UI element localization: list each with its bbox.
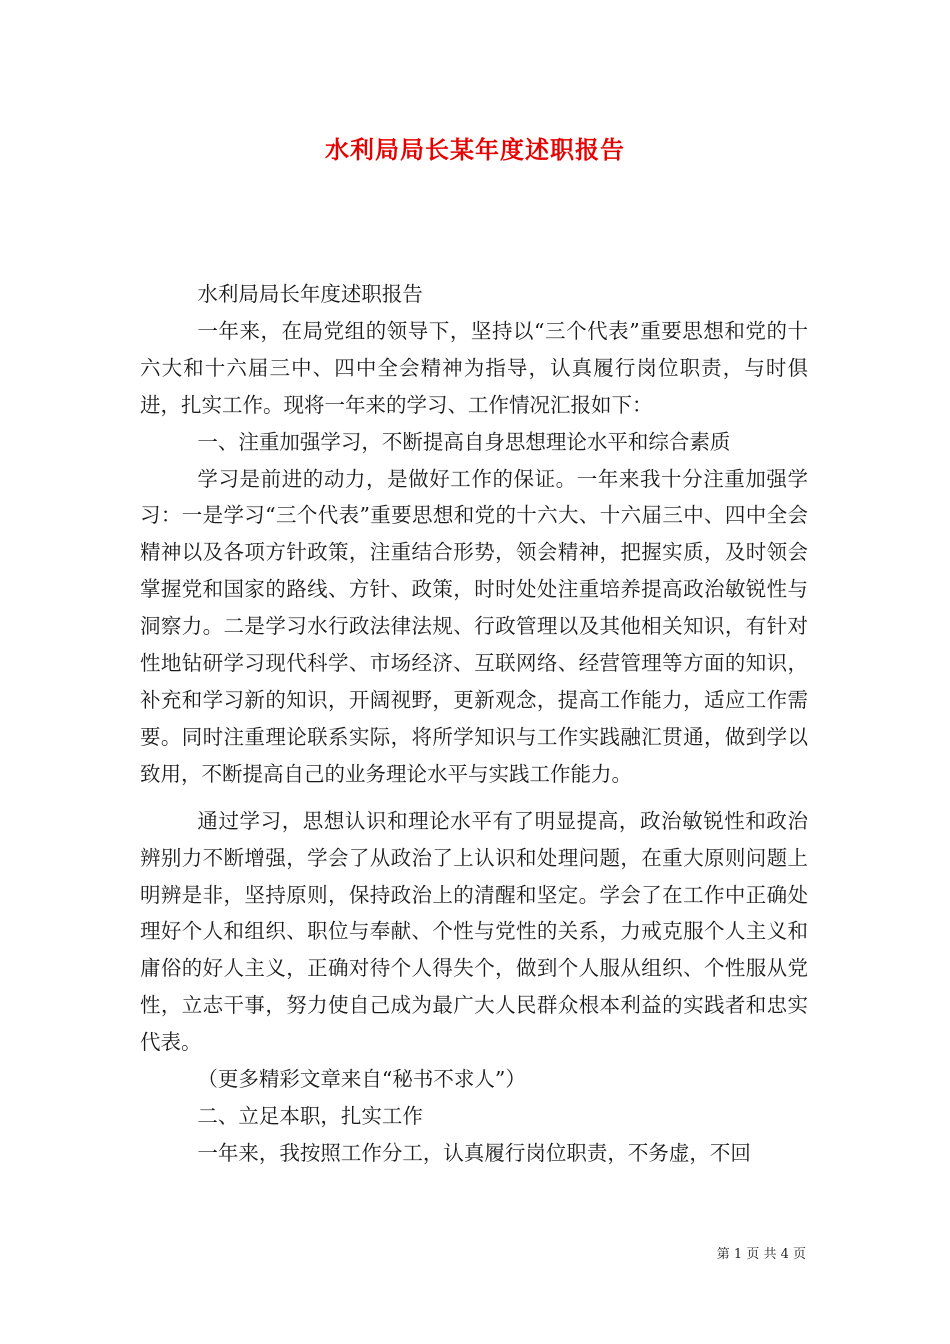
paragraph-study: 学习是前进的动力，是做好工作的保证。一年来我十分注重加强学习：一是学习“三个代表”重要思想和党的十六大、十六届三中、四中全会精神以及各项方针政策，注重结合形势，领会精神，把握实质，及时领会掌握党和国家的路线、方针、政策，时时处处注重培养提高政治敏锐性与洞察力。二是学习水行政法律法规、行政管理以及其他相关知识，有针对性地钻研学习现代科学、市场经济、互联网络、经营管理等方面的知识，补充和学习新的知识，开阔视野，更新观念，提高工作能力，适应工作需要。同时注重理论联系实际，将所学知识与工作实践融汇贯通，做到学以致用，不断提高自己的业务理论水平与实践工作能力。 bbox=[140, 466, 808, 786]
paragraph-results: 通过学习，思想认识和理论水平有了明显提高，政治敏锐性和政治辨别力不断增强，学会了从政治了上认识和处理问题，在重大原则问题上明辨是非，坚持原则，保持政治上的清醒和坚定。学会了在工作中正确处理好个人和组织、职位与奉献、个性与党性的关系，力戒克服个人主义和庸俗的好人主义，正确对待个人得失个，做到个人服从组织、个性服从党性，立志干事，努力使自己成为最广大人民群众根本利益的实践者和忠实代表。 bbox=[140, 808, 808, 1055]
paragraph-intro: 一年来，在局党组的领导下，坚持以“三个代表”重要思想和党的十六大和十六届三中、四中全会精神为指导，认真履行岗位职责，与时俱进，扎实工作。现将一年来的学习、工作情况汇报如下： bbox=[140, 318, 808, 417]
document-title: 水利局局长某年度述职报告 bbox=[325, 135, 625, 164]
paragraph-work: 一年来，我按照工作分工，认真履行岗位职责，不务虚，不回 bbox=[197, 1140, 751, 1165]
section-heading-2: 二、立足本职，扎实工作 bbox=[197, 1103, 423, 1128]
paragraph-note: （更多精彩文章来自“秘书不求人”） bbox=[197, 1067, 526, 1092]
section-heading-1: 一、注重加强学习，不断提高自身思想理论水平和综合素质 bbox=[197, 429, 731, 454]
page-number: 第 1 页 共 4 页 bbox=[716, 1247, 806, 1262]
paragraph-subtitle: 水利局局长年度述职报告 bbox=[197, 282, 423, 306]
document-body bbox=[140, 276, 808, 1172]
